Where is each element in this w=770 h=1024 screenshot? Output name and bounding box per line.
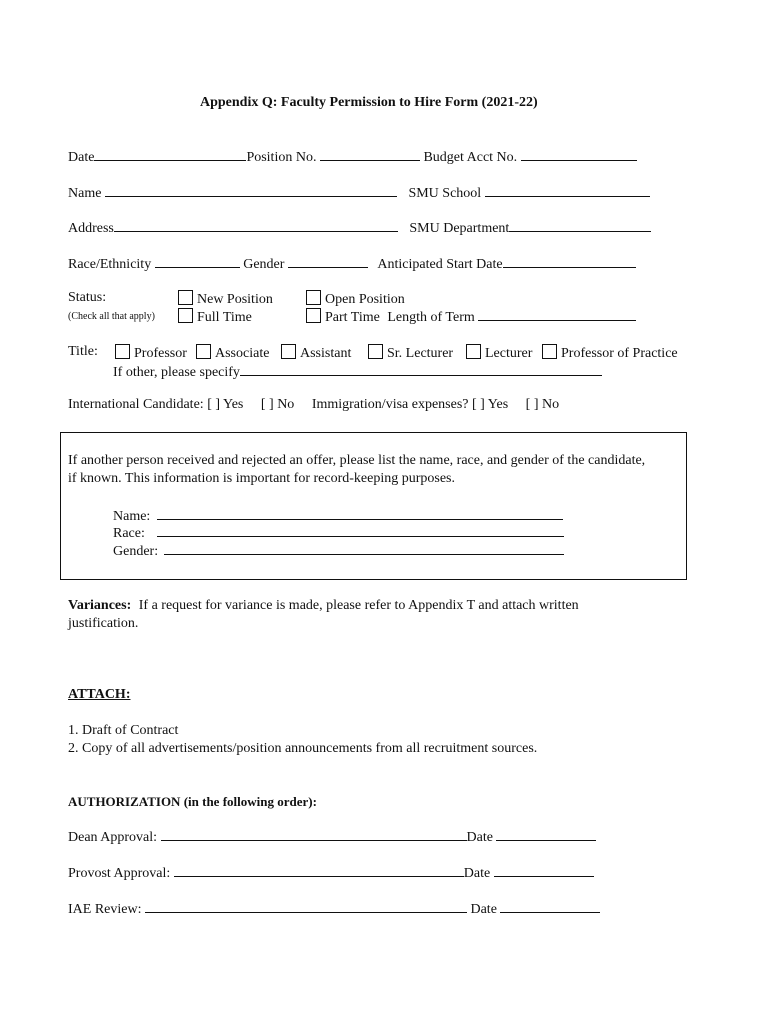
lecturer-checkbox[interactable] [466, 344, 481, 359]
iae-date-label: Date [470, 902, 497, 917]
variances-label: Variances: [68, 598, 132, 613]
open-position-checkbox[interactable] [306, 290, 321, 305]
status-part-time[interactable] [306, 308, 636, 326]
provost-approval-row [68, 864, 594, 882]
gender-field[interactable] [288, 255, 368, 268]
status-full-time[interactable] [178, 308, 252, 326]
title-option-professor[interactable] [115, 344, 187, 362]
international-row [68, 397, 559, 413]
status-new-position[interactable] [178, 290, 273, 308]
address-label: Address [68, 221, 114, 236]
professor-of-practice-checkbox[interactable] [542, 344, 557, 359]
full-time-checkbox[interactable] [178, 308, 193, 323]
open-position-label: Open Position [325, 292, 405, 307]
row-race-gender-start [68, 255, 636, 273]
provost-approval-label: Provost Approval: [68, 866, 171, 881]
box-text-line1: If another person received and rejected an offer, please list the name, race, and gender of the candidate, [68, 453, 646, 468]
international-label: International Candidate: [68, 397, 204, 412]
new-position-label: New Position [197, 292, 273, 307]
dean-approval-label: Dean Approval: [68, 830, 158, 845]
associate-label: Associate [215, 346, 270, 361]
row-name-school [68, 184, 650, 202]
variances-line1 [68, 598, 579, 614]
length-of-term-field[interactable] [478, 308, 636, 321]
part-time-label: Part Time [325, 310, 380, 325]
box-name-field[interactable] [157, 507, 563, 520]
school-label: SMU School [408, 186, 482, 201]
variances-line2: justification. [68, 616, 139, 631]
row-date-position-budget [68, 148, 637, 166]
variances-text: If a request for variance is made, please refer to Appendix T and attach written [138, 598, 579, 613]
iae-review-row [68, 900, 600, 918]
start-date-label: Anticipated Start Date [377, 257, 503, 272]
attach-heading: ATTACH: [68, 687, 131, 702]
provost-date-label: Date [463, 866, 491, 881]
box-gender-label: Gender: [113, 544, 159, 559]
iae-review-label: IAE Review: [68, 902, 142, 917]
department-field[interactable] [509, 219, 651, 232]
status-label: Status: [68, 290, 107, 305]
box-gender-row [113, 542, 564, 560]
provost-date-field[interactable] [494, 864, 594, 877]
date-field[interactable] [94, 148, 246, 161]
title-other-label: If other, please specify [113, 365, 240, 380]
race-label: Race/Ethnicity [68, 257, 152, 272]
iae-review-field[interactable] [145, 900, 467, 913]
box-gender-field[interactable] [164, 542, 564, 555]
visa-yes[interactable]: Immigration/visa expenses? [ ] Yes [311, 397, 509, 412]
visa-no[interactable]: [ ] No [525, 397, 560, 412]
title-option-associate[interactable] [196, 344, 269, 362]
box-race-row [113, 524, 564, 542]
title-option-professor-of-practice[interactable] [542, 344, 678, 362]
box-race-label: Race: [113, 526, 145, 541]
length-of-term-label: Length of Term [387, 310, 475, 325]
iae-date-field[interactable] [500, 900, 600, 913]
assistant-checkbox[interactable] [281, 344, 296, 359]
name-field[interactable] [105, 184, 397, 197]
box-name-label: Name: [113, 509, 151, 524]
budget-field[interactable] [521, 148, 637, 161]
full-time-label: Full Time [197, 310, 252, 325]
international-yes[interactable]: [ ] Yes [207, 397, 244, 412]
start-date-field[interactable] [503, 255, 636, 268]
attach-item-1: 1. Draft of Contract [68, 723, 179, 738]
status-open-position[interactable] [306, 290, 405, 308]
dean-approval-field[interactable] [161, 828, 467, 841]
lecturer-label: Lecturer [485, 346, 533, 361]
attach-item-2: 2. Copy of all advertisements/position announcements from all recruitment sources. [68, 741, 538, 756]
sr-lecturer-label: Sr. Lecturer [387, 346, 454, 361]
dean-approval-row [68, 828, 596, 846]
international-no[interactable]: [ ] No [260, 397, 295, 412]
dean-date-field[interactable] [496, 828, 596, 841]
title-label: Title: [68, 344, 98, 359]
school-field[interactable] [485, 184, 650, 197]
gender-label: Gender [243, 257, 285, 272]
position-label: Position No. [246, 150, 317, 165]
new-position-checkbox[interactable] [178, 290, 193, 305]
title-other-field[interactable] [240, 363, 602, 376]
budget-label: Budget Acct No. [423, 150, 518, 165]
part-time-checkbox[interactable] [306, 308, 321, 323]
row-address-department [68, 219, 651, 237]
page-title: Appendix Q: Faculty Permission to Hire Form (2021-22) [200, 95, 538, 110]
status-hint: (Check all that apply) [68, 311, 155, 322]
title-option-sr-lecturer[interactable] [368, 344, 453, 362]
professor-of-practice-label: Professor of Practice [561, 346, 678, 361]
date-label: Date [68, 150, 95, 165]
address-field[interactable] [114, 219, 398, 232]
authorization-heading: AUTHORIZATION (in the following order): [68, 794, 317, 809]
box-race-field[interactable] [157, 524, 564, 537]
assistant-label: Assistant [300, 346, 352, 361]
box-name-row [113, 507, 563, 525]
provost-approval-field[interactable] [174, 864, 464, 877]
race-field[interactable] [155, 255, 240, 268]
sr-lecturer-checkbox[interactable] [368, 344, 383, 359]
department-label: SMU Department [409, 221, 510, 236]
title-other-row [113, 363, 602, 381]
title-option-assistant[interactable] [281, 344, 351, 362]
title-option-lecturer[interactable] [466, 344, 532, 362]
dean-date-label: Date [466, 830, 493, 845]
associate-checkbox[interactable] [196, 344, 211, 359]
professor-label: Professor [134, 346, 187, 361]
name-label: Name [68, 186, 102, 201]
professor-checkbox[interactable] [115, 344, 130, 359]
position-field[interactable] [320, 148, 420, 161]
box-text-line2: if known. This information is important for record-keeping purposes. [68, 471, 455, 486]
